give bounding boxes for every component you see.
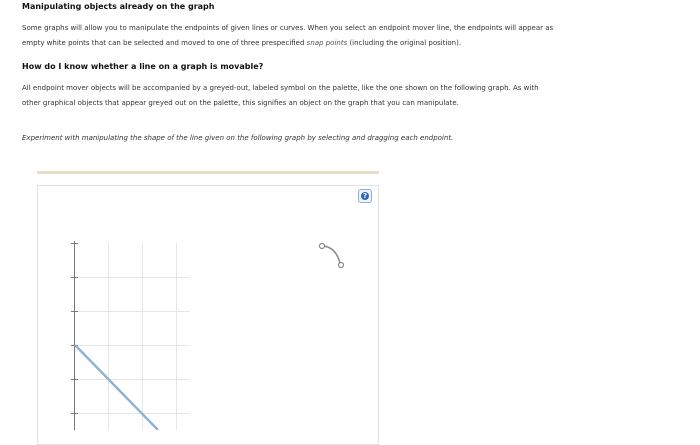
section-title-movable: How do I know whether a line on a graph is movable?	[22, 62, 264, 71]
movable-line[interactable]	[75, 345, 158, 430]
help-icon: ?	[362, 192, 368, 200]
endpoint-mover-start	[320, 244, 325, 249]
instruction-text: Experiment with manipulating the shape of the line given on the following graph by selecting and dragging each endpoint.	[22, 134, 454, 142]
snap-points-term: snap points	[306, 39, 348, 47]
section-title-manipulating: Manipulating objects already on the graph	[22, 2, 215, 11]
paragraph-movable-line1: All endpoint mover objects will be accompanied by a greyed-out, labeled symbol on the palette, like the one shown on the following graph. As with	[22, 84, 539, 92]
paragraph-manipulating-line2b: (including the original position).	[347, 39, 462, 47]
paragraph-manipulating-line1: Some graphs will allow you to manipulate the endpoints of given lines or curves. When you select an endpoint mover line, the endpoints will appear as	[22, 24, 554, 32]
endpoint-mover-end	[339, 263, 344, 268]
paragraph-manipulating-line2a: empty white points that can be selected and moved to one of three prespecified	[22, 39, 307, 47]
endpoint-mover-icon[interactable]	[320, 244, 344, 268]
paragraph-movable-line2: other graphical objects that appear greyed out on the palette, this signifies an object on the graph that you can manipulate.	[22, 99, 459, 107]
endpoint-mover-curve	[324, 246, 340, 263]
